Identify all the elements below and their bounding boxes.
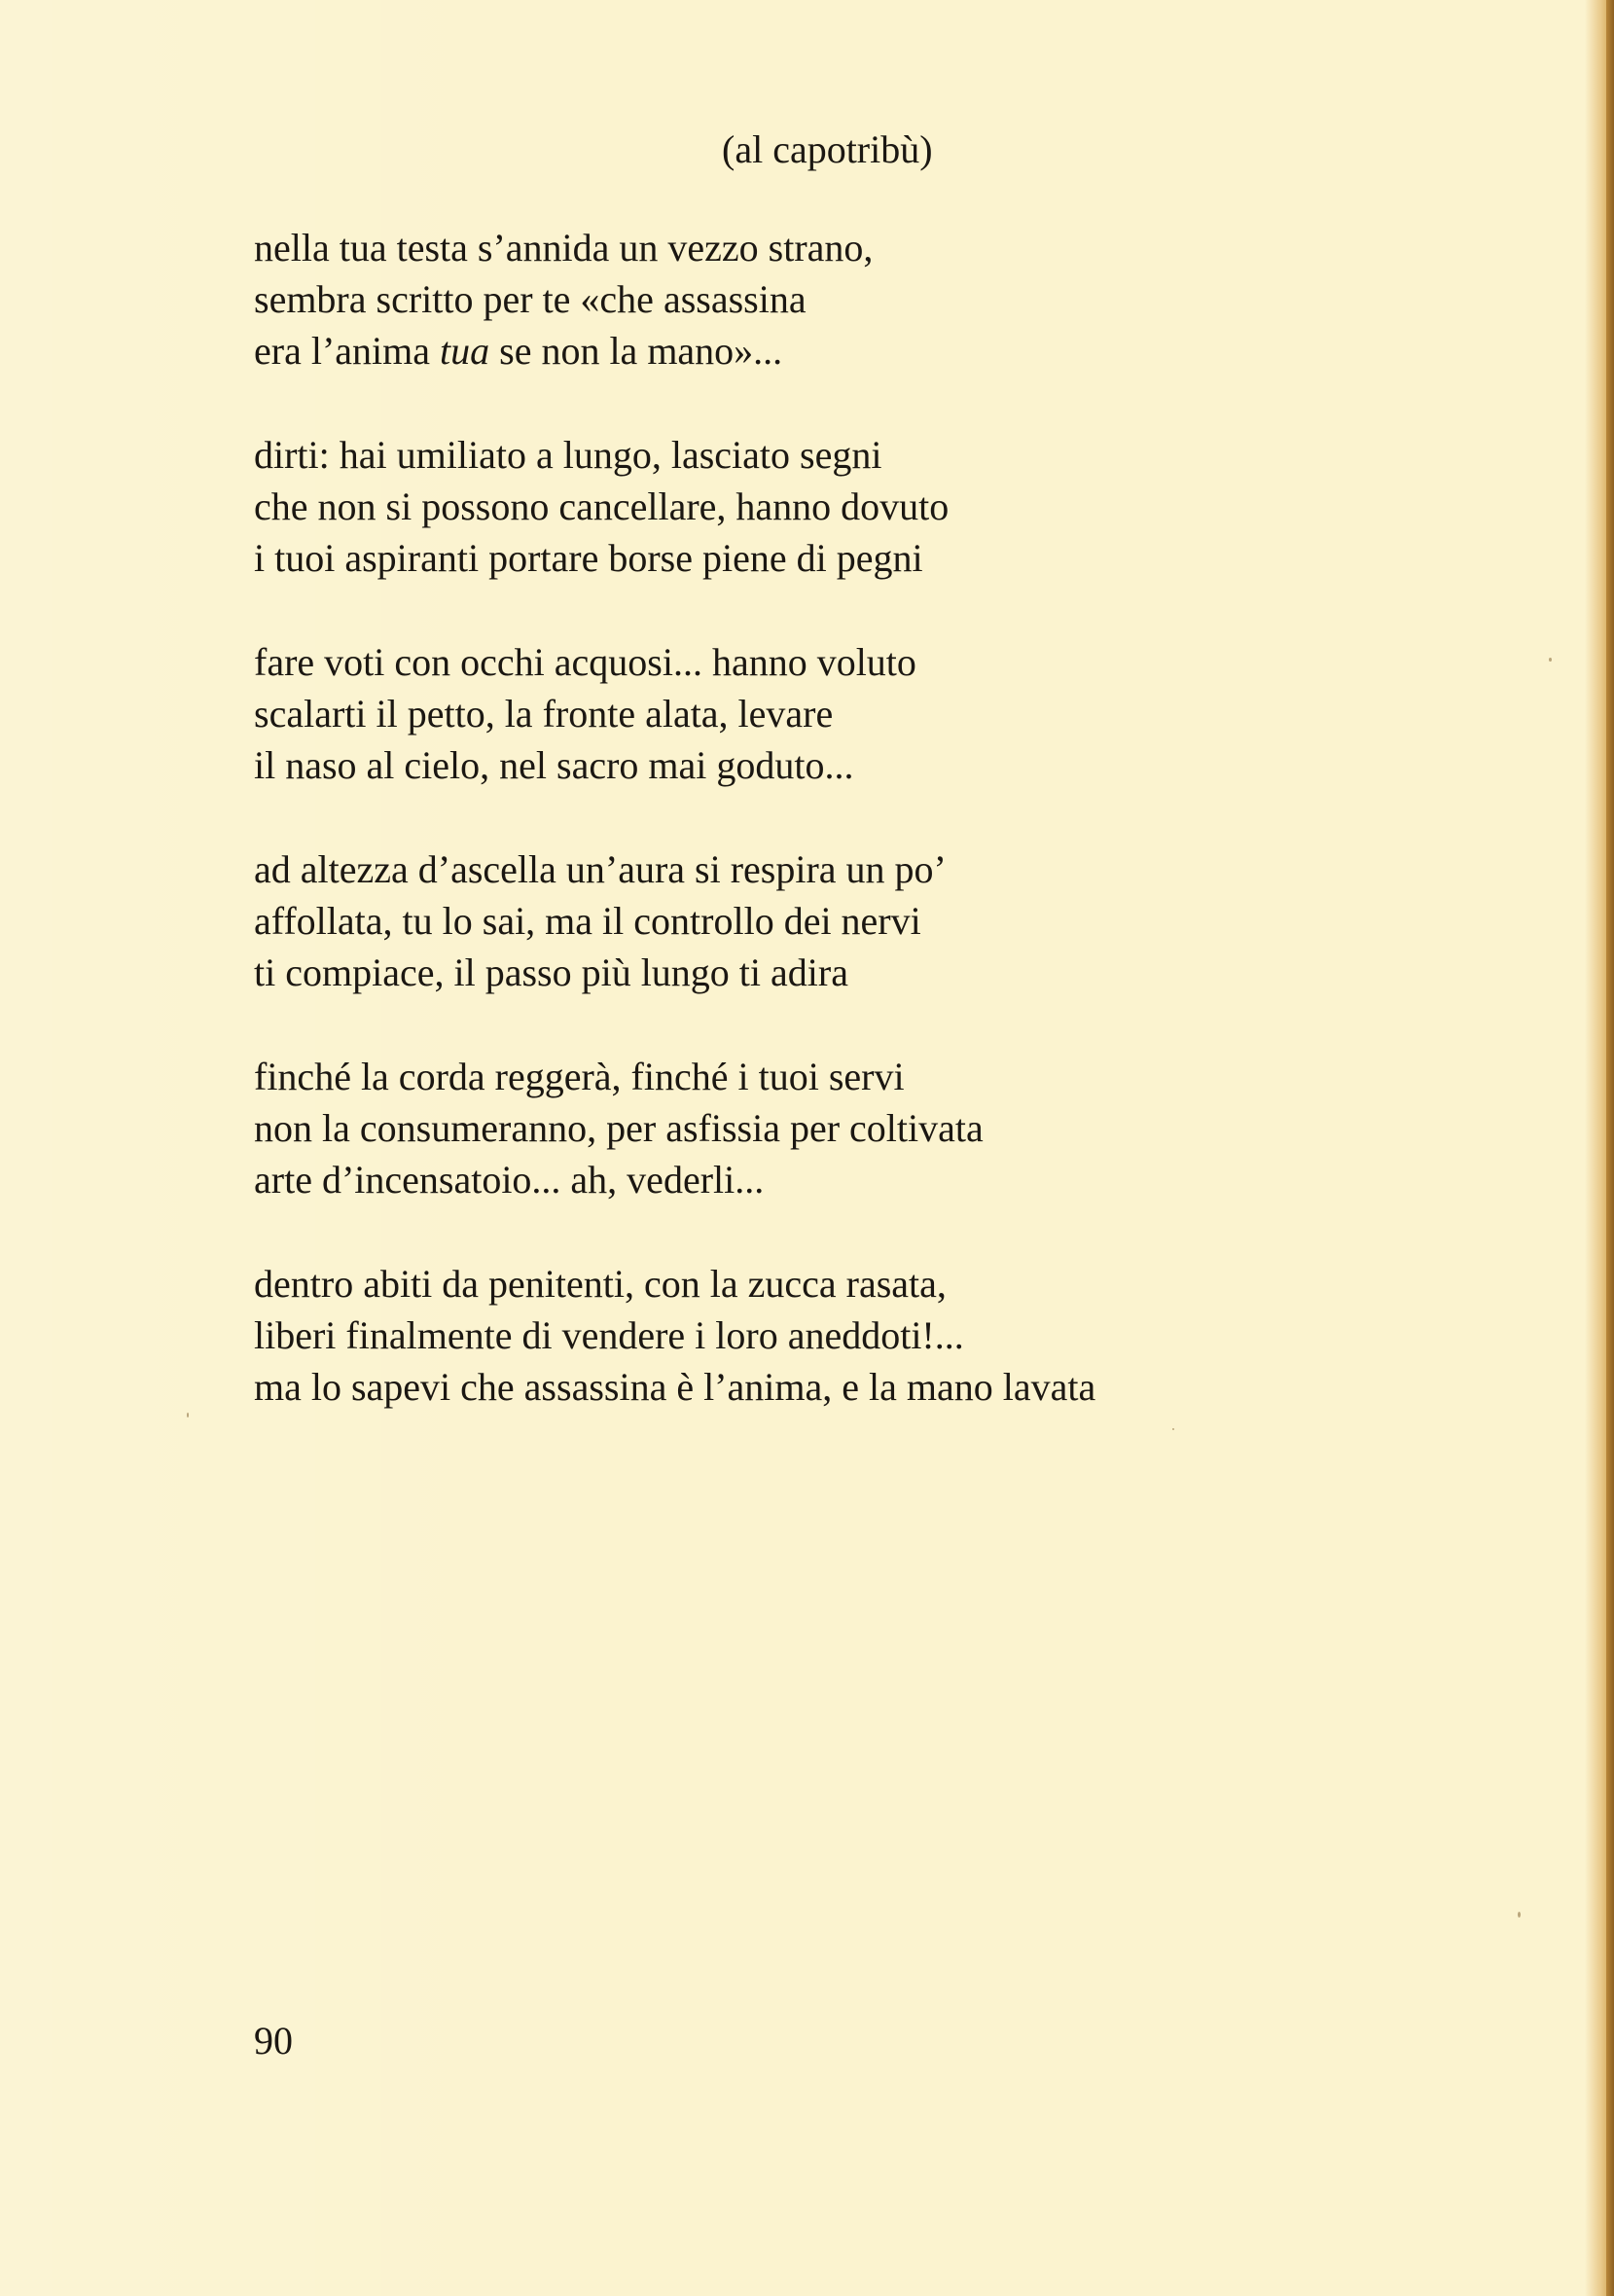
stanza — [254, 222, 1421, 377]
poem-line — [254, 636, 1421, 688]
poem-line — [254, 481, 1421, 532]
poem-line — [254, 688, 1421, 739]
page-number: 90 — [254, 2019, 293, 2063]
poem-line — [254, 895, 1421, 947]
line-text: affollata, tu lo sai, ma il controllo dei nervi — [254, 899, 921, 943]
poem-line — [254, 429, 1421, 481]
poem-body — [254, 222, 1421, 1465]
stanza — [254, 1051, 1421, 1205]
poem-line — [254, 1361, 1421, 1413]
page-edge — [1606, 0, 1614, 2296]
line-text: ti compiace, il passo più lungo ti adira — [254, 951, 848, 994]
line-text: dentro abiti da penitenti, con la zucca rasata, — [254, 1262, 947, 1306]
line-text: dirti: hai umiliato a lungo, lasciato segni — [254, 433, 882, 477]
line-text: i tuoi aspiranti portare borse piene di pegni — [254, 536, 923, 580]
poem-line — [254, 273, 1421, 325]
paper-speck — [187, 1413, 189, 1417]
poem-line — [254, 325, 1421, 377]
poem-line — [254, 843, 1421, 895]
line-text: arte d’incensatoio... ah, vederli... — [254, 1158, 765, 1202]
line-text: ad altezza d’ascella un’aura si respira un po’ — [254, 847, 947, 891]
stanza — [254, 1258, 1421, 1413]
line-text: finché la corda reggerà, finché i tuoi servi — [254, 1055, 905, 1098]
line-text: liberi finalmente di vendere i loro aneddoti!... — [254, 1313, 964, 1357]
poem-line — [254, 947, 1421, 998]
poem-line — [254, 222, 1421, 273]
paper-speck — [1518, 1912, 1521, 1918]
line-text: nella tua testa s’annida un vezzo strano, — [254, 226, 874, 269]
poem-line — [254, 1154, 1421, 1205]
poem-line — [254, 1258, 1421, 1309]
poem-line — [254, 532, 1421, 584]
paper-speck — [1549, 658, 1552, 662]
line-text: che non si possono cancellare, hanno dovuto — [254, 484, 950, 528]
line-text: ma lo sapevi che assassina è l’anima, e la mano lavata — [254, 1365, 1096, 1409]
line-text: sembra scritto per te «che assassina — [254, 277, 807, 321]
poem-line — [254, 1309, 1421, 1361]
line-text: scalarti il petto, la fronte alata, levare — [254, 692, 834, 735]
stanza — [254, 843, 1421, 998]
stanza — [254, 636, 1421, 791]
line-text: se non la mano»... — [489, 329, 783, 373]
poem-line — [254, 739, 1421, 791]
line-text: era l’anima — [254, 329, 440, 373]
line-text: fare voti con occhi acquosi... hanno voluto — [254, 640, 916, 684]
line-text: non la consumeranno, per asfissia per coltivata — [254, 1106, 984, 1150]
poem-line — [254, 1102, 1421, 1154]
line-text: il naso al cielo, nel sacro mai goduto... — [254, 743, 854, 787]
stanza — [254, 429, 1421, 584]
italic-word: tua — [440, 329, 490, 373]
poem-line — [254, 1051, 1421, 1102]
poem-heading: (al capotribù) — [722, 127, 933, 171]
